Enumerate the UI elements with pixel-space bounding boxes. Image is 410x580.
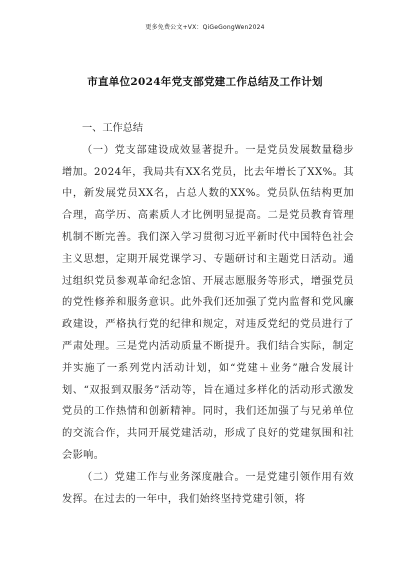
document-body: [62, 118, 354, 510]
paragraph-2: （二）党建工作与业务深度融合。一是党建引领作用有效发挥。在过去的一年中，我们始终坚持党建引领，将: [62, 471, 354, 505]
section-heading: 一、工作总结: [82, 123, 144, 134]
paragraph-1: （一）党支部建设成效显著提升。一是党员发展数量稳步增加。2024年，我局共有XX名党员，比去年增长了XX%。其中，新发展党员XX名，占总人数的XX%。党员队伍结构更加合理，高学历、高素质人才比例明显提高。二是党员教育管理机制不断完善。我们深入学习贯彻习近平新时代中国特色社会主义思想，定期开展党课学习、专题研讨和主题党日活动。通过组织党员参观革命纪念馆、开展志愿服务等形式，增强党员的党性修养和服务意识。此外我们还加强了党内监督和党风廉政建设，严格执行党的纪律和规定，对违反党纪的党员进行了严肃处理。三是党内活动质量不断提升。我们结合实际，制定并实施了一系列党内活动计划，如“党建＋业务”融合发展计划、“双报到双服务”活动等，旨在通过多样化的活动形式激发党员的工作热情和创新精神。同时，我们还加强了与兄弟单位的交流合作，共同开展党建活动，形成了良好的党建氛围和社会影响。: [62, 144, 354, 461]
header-note: 更多免费公文+VX：QiGeGongWen2024: [145, 24, 265, 31]
document-title: 市直单位2024年党支部党建工作总结及工作计划: [87, 76, 323, 88]
